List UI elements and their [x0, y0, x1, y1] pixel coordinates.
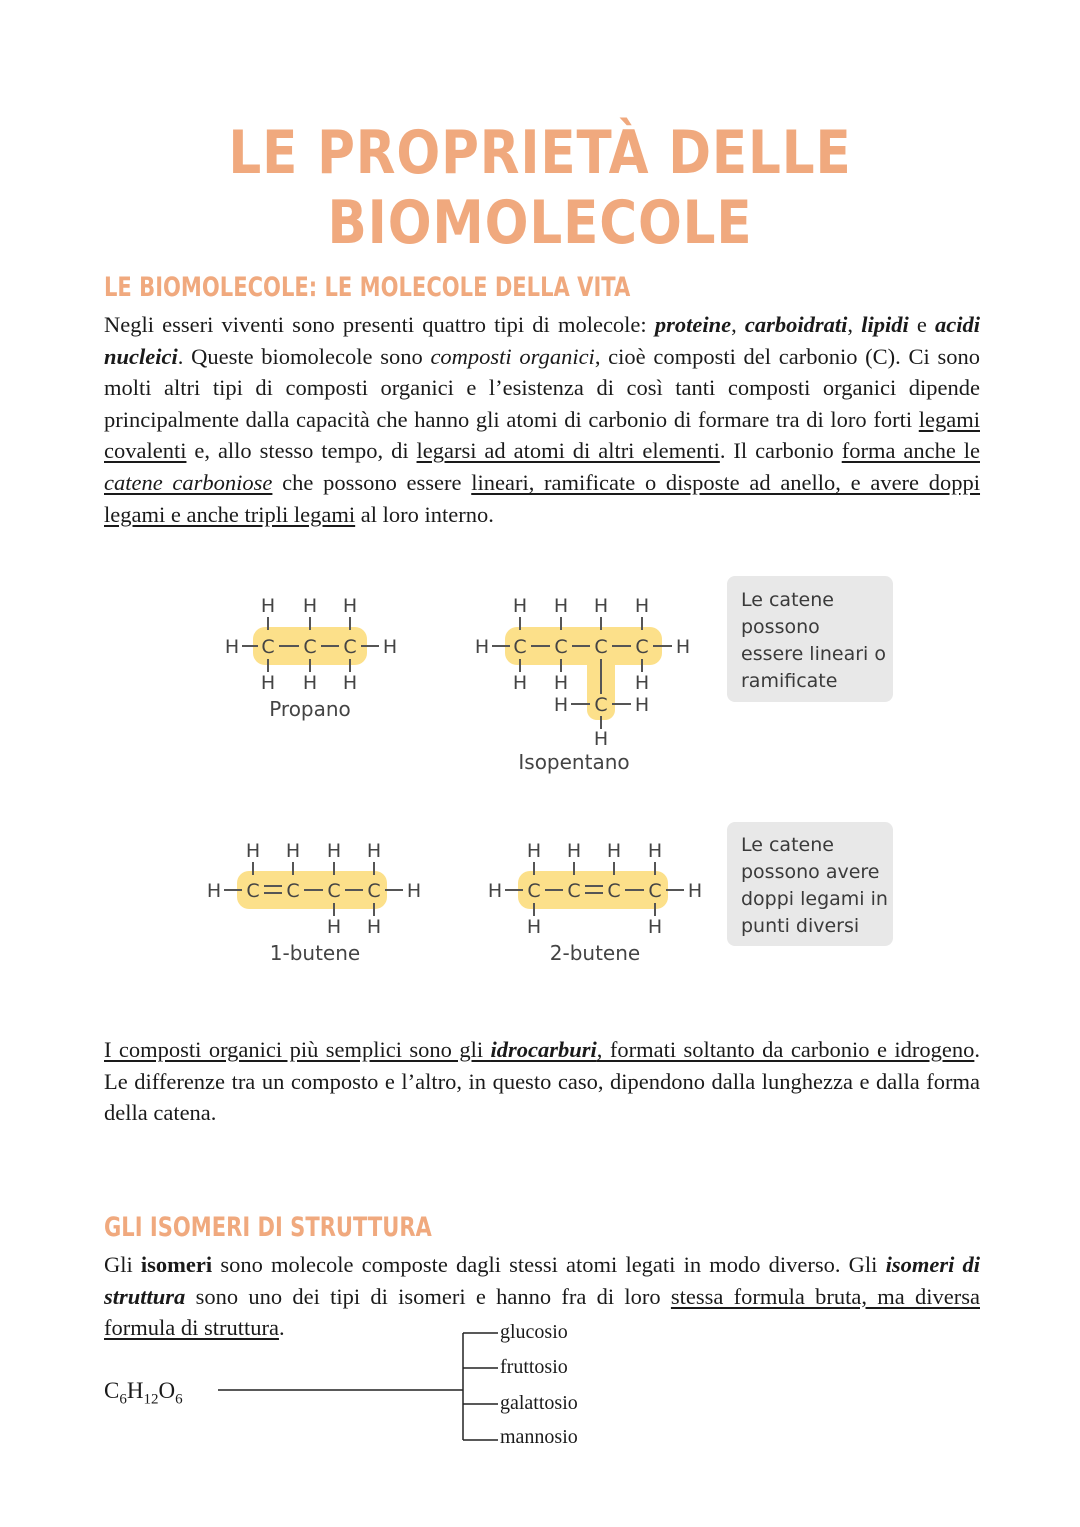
svg-text:H: H [206, 880, 222, 902]
svg-text:ramificate: ramificate [741, 670, 838, 692]
svg-text:H: H [342, 595, 358, 617]
svg-text:essere lineari o: essere lineari o [741, 643, 886, 665]
svg-text:H: H [687, 880, 703, 902]
svg-text:C: C [286, 880, 300, 902]
2-butene-structure [488, 840, 702, 938]
sugar-glucosio: glucosio [500, 1321, 568, 1343]
svg-text:punti diversi: punti diversi [741, 915, 860, 937]
svg-text:H: H [647, 840, 663, 862]
svg-text:H: H [593, 595, 609, 617]
svg-text:H: H [553, 672, 569, 694]
svg-text:C: C [635, 636, 649, 658]
svg-text:H: H [326, 840, 342, 862]
svg-text:H: H [566, 840, 582, 862]
svg-text:H: H [647, 916, 663, 938]
svg-text:H: H [224, 636, 240, 658]
svg-text:H: H [634, 595, 650, 617]
svg-text:H: H [406, 880, 422, 902]
svg-text:possono avere: possono avere [741, 861, 880, 883]
section-heading-biomolecole: LE BIOMOLECOLE: LE MOLECOLE DELLA VITA [104, 272, 631, 303]
svg-text:C: C [594, 636, 608, 658]
svg-text:possono: possono [741, 616, 820, 638]
svg-text:C: C [594, 694, 608, 716]
svg-text:H: H [342, 672, 358, 694]
svg-text:H: H [285, 840, 301, 862]
svg-text:H: H [526, 916, 542, 938]
svg-text:H: H [326, 916, 342, 938]
svg-text:H: H [512, 672, 528, 694]
svg-text:C: C [648, 880, 662, 902]
svg-text:C: C [367, 880, 381, 902]
svg-text:H: H [260, 595, 276, 617]
note-box-linear [727, 576, 893, 702]
svg-text:H: H [634, 672, 650, 694]
svg-text:Le catene: Le catene [741, 589, 834, 611]
svg-text:doppi legami in: doppi legami in [741, 888, 888, 910]
svg-text:H: H [366, 916, 382, 938]
svg-text:C: C [554, 636, 568, 658]
paragraph-biomolecole: Negli esseri viventi sono presenti quattro tipi di molecole: proteine, carboidrati, lipidi e acidi nucleici. Queste biomolecole sono composti organici, cioè composti del carbonio (C). Ci sono molti altri tipi di composti organici e l’esistenza di così tanti composti organici dipende principalmente dalla capacità che hanno gli atomi di carbonio di formare tra di loro forti legami covalenti e, allo stesso tempo, di legarsi ad atomi di altri elementi. Il carbonio forma anche le catene carboniose che possono essere lineari, ramificate o disposte ad anello, e avere doppi legami e anche tripli legami al loro interno. [104, 312, 981, 527]
paragraph-isomeri: Gli isomeri sono molecole composte dagli stessi atomi legati in modo diverso. Gli isomeri di struttura sono uno dei tipi di isomeri e hanno fra di loro stessa formula bruta, ma diversa formula di struttura. [104, 1252, 980, 1341]
svg-text:H: H [593, 728, 609, 750]
svg-text:C: C [246, 880, 260, 902]
isomer-tree-lines [218, 1333, 498, 1440]
svg-text:H: H [474, 636, 490, 658]
svg-text:C: C [343, 636, 357, 658]
svg-text:H: H [553, 595, 569, 617]
sugar-galattosio: galattosio [500, 1392, 578, 1414]
svg-text:C: C [527, 880, 541, 902]
paragraph-idrocarburi: I composti organici più semplici sono gli idrocarburi, formati soltanto da carbonio e idrogeno. Le differenze tra un composto e l’altro, in questo caso, dipendono dalla lunghezza e dalla forma della catena. [104, 1037, 980, 1126]
propano-label: Propano [269, 697, 351, 721]
svg-text:H: H [675, 636, 691, 658]
sugar-fruttosio: fruttosio [500, 1356, 568, 1378]
section-heading-isomeri: GLI ISOMERI DI STRUTTURA [104, 1212, 432, 1243]
propano-structure [225, 595, 397, 694]
svg-text:H: H [526, 840, 542, 862]
isopentano-structure [475, 595, 690, 750]
2-butene-label: 2-butene [549, 941, 641, 965]
svg-text:H: H [634, 694, 650, 716]
svg-text:H: H [487, 880, 503, 902]
svg-text:C: C [513, 636, 527, 658]
svg-text:C: C [607, 880, 621, 902]
sugar-mannosio: mannosio [500, 1426, 578, 1448]
svg-text:C: C [261, 636, 275, 658]
svg-text:H: H [606, 840, 622, 862]
1-butene-label: 1-butene [269, 941, 361, 965]
note-box-double-bonds [727, 822, 893, 946]
svg-text:H: H [302, 672, 318, 694]
svg-text:H: H [302, 595, 318, 617]
isopentano-label: Isopentano [518, 750, 630, 774]
svg-text:H: H [366, 840, 382, 862]
svg-text:H: H [260, 672, 276, 694]
svg-text:H: H [553, 694, 569, 716]
page-title: LE PROPRIETÀ DELLE BIOMOLECOLE [228, 118, 852, 258]
svg-text:C: C [567, 880, 581, 902]
svg-text:H: H [245, 840, 261, 862]
svg-text:C: C [327, 880, 341, 902]
svg-text:H: H [512, 595, 528, 617]
svg-text:Le catene: Le catene [741, 834, 834, 856]
svg-text:H: H [382, 636, 398, 658]
molecular-formula: $C_6H_{12}O_6$ [104, 1378, 183, 1408]
svg-text:C: C [303, 636, 317, 658]
1-butene-structure [207, 840, 421, 938]
